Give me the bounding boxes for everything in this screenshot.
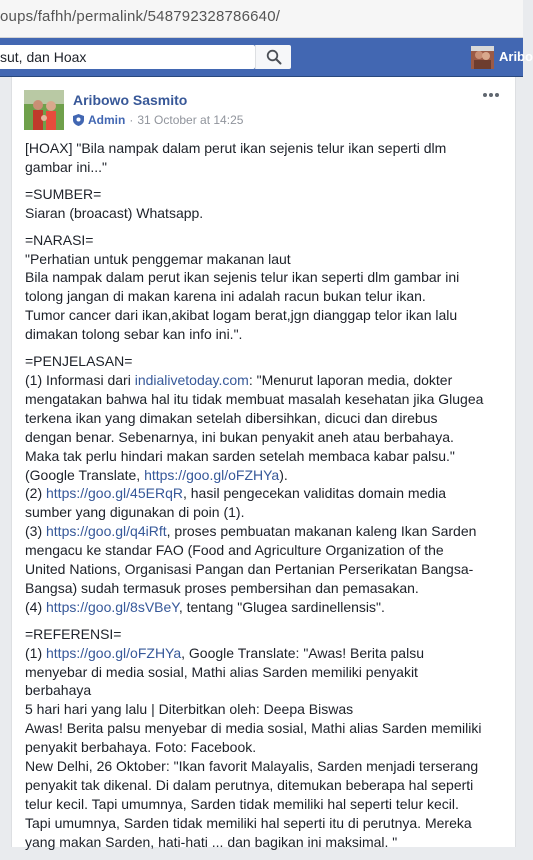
penjelasan-section: =PENJELASAN= (1) Informasi dari indialivetoday.com: "Menurut laporan media, dokter mengatakan bahwa hal itu tidak membuat masalah kesehatan jika Glugea terkena ikan yang dimakan setelah dibersihkan, dicuci dan direbus dengan benar. Sebenarnya, ini bukan penyakit aneh atau berbahaya. Maka tak perlu hindari makan sarden setelah membaca kabar palsu." (Google Translate, https://goo.gl/oFZHYa). (2) https://goo.gl/45ERqR, hasil pengecekan validitas domain media sumber yang digunakan di poin (1). (3) https://goo.gl/q4iRft, proses pembuatan makanan kaleng Ikan Sarden mengacu ke standar FAO (Food and Agriculture Organization of the United Nations, Organisasi Pangan dan Pertanian Perserikatan Bangsa- Bangsa) sudah termasuk proses pembersihan dan pemasakan. (4) https://goo.gl/8sVBeY, tentang "Glugea sardinellensis". (25, 353, 484, 615)
post-title: [HOAX] "Bila nampak dalam perut ikan sejenis telur ikan seperti dlm gambar ini..." (25, 140, 447, 175)
post-timestamp[interactable]: 31 October at 14:25 (137, 113, 244, 127)
admin-badge[interactable]: Admin (88, 113, 126, 127)
search-button[interactable] (255, 45, 291, 69)
post-meta (73, 113, 243, 127)
link-goo-oFZHYa-ref[interactable]: https://goo.gl/oFZHYa (46, 644, 182, 661)
user-avatar[interactable] (471, 46, 494, 69)
author-avatar[interactable] (24, 90, 64, 130)
search-input[interactable]: sut, dan Hoax (0, 45, 255, 69)
browser-address-bar[interactable] (0, 0, 523, 38)
more-options-icon[interactable] (481, 89, 501, 101)
url-text[interactable]: oups/fafhh/permalink/548792328786640/ (0, 8, 281, 25)
facebook-top-bar (0, 38, 533, 77)
link-goo-oFZHYa[interactable]: https://goo.gl/oFZHYa (144, 466, 280, 483)
narasi-section: =NARASI= "Perhatian untuk penggemar makanan laut Bila nampak dalam perut ikan sejenis telur ikan seperti dlm gambar ini tolong jangan di makan karena ini adalah racun bukan telur ikan. Tumor cancer dari ikan,akibat logam berat,jgn dianggap telor ikan lalu dimakan tolong sebar kan info ini.". (25, 231, 460, 343)
post-card (11, 77, 516, 850)
search-icon (266, 49, 282, 65)
author-name-link[interactable]: Aribowo Sasmito (73, 92, 188, 108)
link-indialivetoday[interactable]: indialivetoday.com (134, 371, 249, 388)
user-name-link[interactable]: Aribo (499, 49, 533, 64)
link-goo-q4iRft[interactable]: https://goo.gl/q4iRft (46, 523, 167, 540)
link-goo-45ERqR[interactable]: https://goo.gl/45ERqR (46, 485, 183, 502)
admin-shield-icon (73, 114, 84, 126)
post-body (25, 139, 505, 860)
link-goo-8sVBeY[interactable]: https://goo.gl/8sVBeY (46, 598, 179, 615)
meta-separator: · (129, 113, 134, 127)
referensi-section: =REFERENSI= (1) https://goo.gl/oFZHYa, Google Translate: "Awas! Berita palsu menyebar di media sosial, Mathi alias Sarden memiliki penyakit berbahaya 5 hari hari yang lalu | Diterbitkan oleh: Deepa Biswas Awas! Berita palsu menyebar di media sosial, Mathi alias Sarden memiliki penyakit berbahaya. Foto: Facebook. New Delhi, 26 Oktober: "Ikan favorit Malayalis, Sarden menjadi terserang penyakit tak dikenal. Di dalam perutnya, ditemukan beberapa hal seperti telur kecil. Tapi umumnya, Sarden tidak memiliki hal seperti telur kecil. Tapi umumnya, Sarden tidak memiliki hal seperti itu di perutnya. Mereka yang makan Sarden, hati-hati ... dan bagikan ini maksimal. " (25, 625, 482, 850)
sumber-section: =SUMBER= Siaran (broacast) Whatsapp. (25, 185, 204, 221)
